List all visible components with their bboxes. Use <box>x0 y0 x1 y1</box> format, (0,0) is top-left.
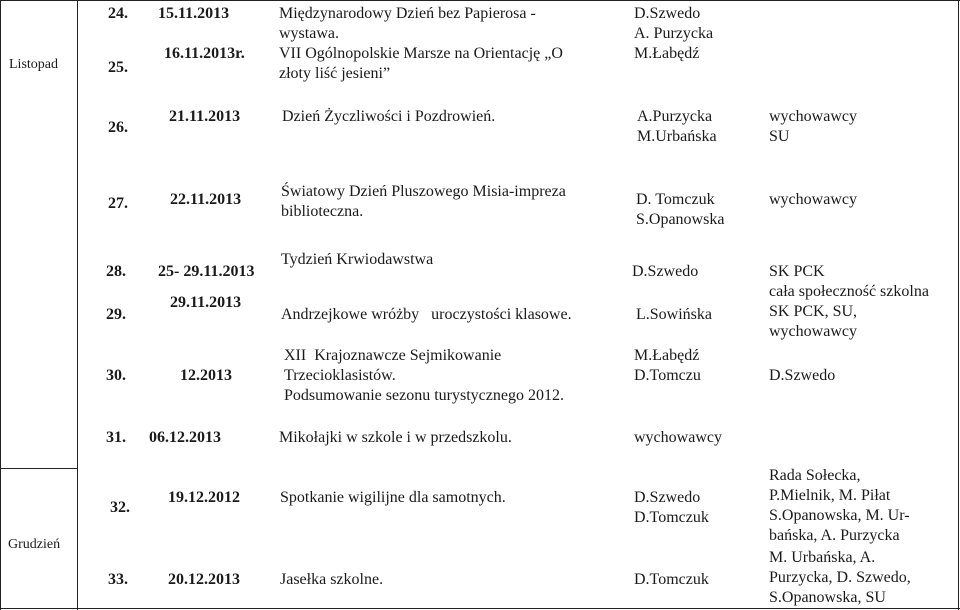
responsible: wychowawcy <box>634 429 722 446</box>
border-top <box>0 0 960 1</box>
participants: D.Szwedo <box>769 367 836 384</box>
event-name: Tydzień Krwiodawstwa <box>281 251 434 268</box>
row-number: 29. <box>106 306 126 323</box>
row-date: 19.12.2012 <box>168 489 240 506</box>
row-date: 06.12.2013 <box>149 429 221 446</box>
participants: wychowawcy <box>769 191 857 208</box>
border-bottom <box>0 608 960 609</box>
row-number: 28. <box>106 263 126 280</box>
responsible: D.Szwedo <box>634 489 701 506</box>
row-date: 16.11.2013r. <box>164 45 245 62</box>
responsible: S.Opanowska <box>636 211 725 228</box>
responsible: M.Łabędź <box>634 347 700 364</box>
event-name: Trzecioklasistów. <box>284 367 396 384</box>
participants: S.Opanowska, M. Ur- <box>769 507 910 524</box>
participants: SK PCK <box>769 263 825 280</box>
responsible: M.Łabędź <box>634 45 700 62</box>
participants: Rada Sołecka, <box>769 467 861 484</box>
participants: SU <box>769 128 790 145</box>
row-date: 22.11.2013 <box>170 191 242 208</box>
responsible: D.Szwedo <box>634 5 701 22</box>
month-separator <box>0 468 78 469</box>
border-left <box>0 0 1 610</box>
event-name: wystawa. <box>279 25 339 42</box>
participants: P.Mielnik, M. Piłat <box>769 487 891 504</box>
event-name: Podsumowanie sezonu turystycznego 2012. <box>284 387 564 404</box>
participants: bańska, A. Purzycka <box>769 527 900 544</box>
row-date: 15.11.2013 <box>158 5 230 22</box>
row-date: 20.12.2013 <box>168 571 240 588</box>
participants: M. Urbańska, A. <box>769 549 876 566</box>
participants: cała społeczność szkolna <box>769 283 929 300</box>
row-number: 26. <box>108 119 128 136</box>
event-name: Międzynarodowy Dzień bez Papierosa - <box>279 5 536 22</box>
responsible: D.Tomczuk <box>634 571 709 588</box>
event-name: Andrzejkowe wróżby uroczystości klasowe. <box>281 306 572 323</box>
row-date: 29.11.2013 <box>170 294 242 311</box>
participants: wychowawcy <box>769 108 857 125</box>
participants: SK PCK, SU, <box>769 303 858 320</box>
responsible: D.Szwedo <box>632 263 699 280</box>
row-number: 25. <box>108 59 128 76</box>
row-number: 27. <box>108 195 128 212</box>
event-name: biblioteczna. <box>281 203 364 220</box>
event-name: Światowy Dzień Pluszowego Misia-impreza <box>281 183 566 200</box>
participants: Purzycka, D. Szwedo, <box>769 569 911 586</box>
event-name: Jasełka szkolne. <box>280 571 384 588</box>
month-label-grudzien: Grudzień <box>8 537 61 552</box>
row-number: 32. <box>110 499 130 516</box>
responsible: M.Urbańska <box>637 128 717 145</box>
row-number: 33. <box>108 571 128 588</box>
row-date: 21.11.2013 <box>169 108 241 125</box>
border-right <box>958 0 959 610</box>
responsible: D. Tomczuk <box>636 191 715 208</box>
event-name: XII Krajoznawcze Sejmikowanie <box>284 347 502 364</box>
row-number: 30. <box>106 367 126 384</box>
month-column-divider <box>77 0 78 610</box>
participants: S.Opanowska, SU <box>769 589 886 606</box>
event-name: VII Ogólnopolskie Marsze na Orientację „O <box>279 45 563 62</box>
event-name: złoty liść jesieni” <box>279 65 391 82</box>
event-name: Spotkanie wigilijne dla samotnych. <box>280 489 506 506</box>
month-label-listopad: Listopad <box>9 57 58 72</box>
row-date: 12.2013 <box>180 367 232 384</box>
responsible: D.Tomczuk <box>634 509 709 526</box>
event-name: Mikołajki w szkole i w przedszkolu. <box>279 429 512 446</box>
row-number: 31. <box>106 429 126 446</box>
row-date: 25- 29.11.2013 <box>158 263 255 280</box>
responsible: L.Sowińska <box>636 306 712 323</box>
event-name: Dzień Życzliwości i Pozdrowień. <box>282 108 496 125</box>
responsible: D.Tomczu <box>634 367 701 384</box>
responsible: A. Purzycka <box>634 25 714 42</box>
participants: wychowawcy <box>769 323 857 340</box>
responsible: A.Purzycka <box>637 108 713 125</box>
row-number: 24. <box>108 5 128 22</box>
